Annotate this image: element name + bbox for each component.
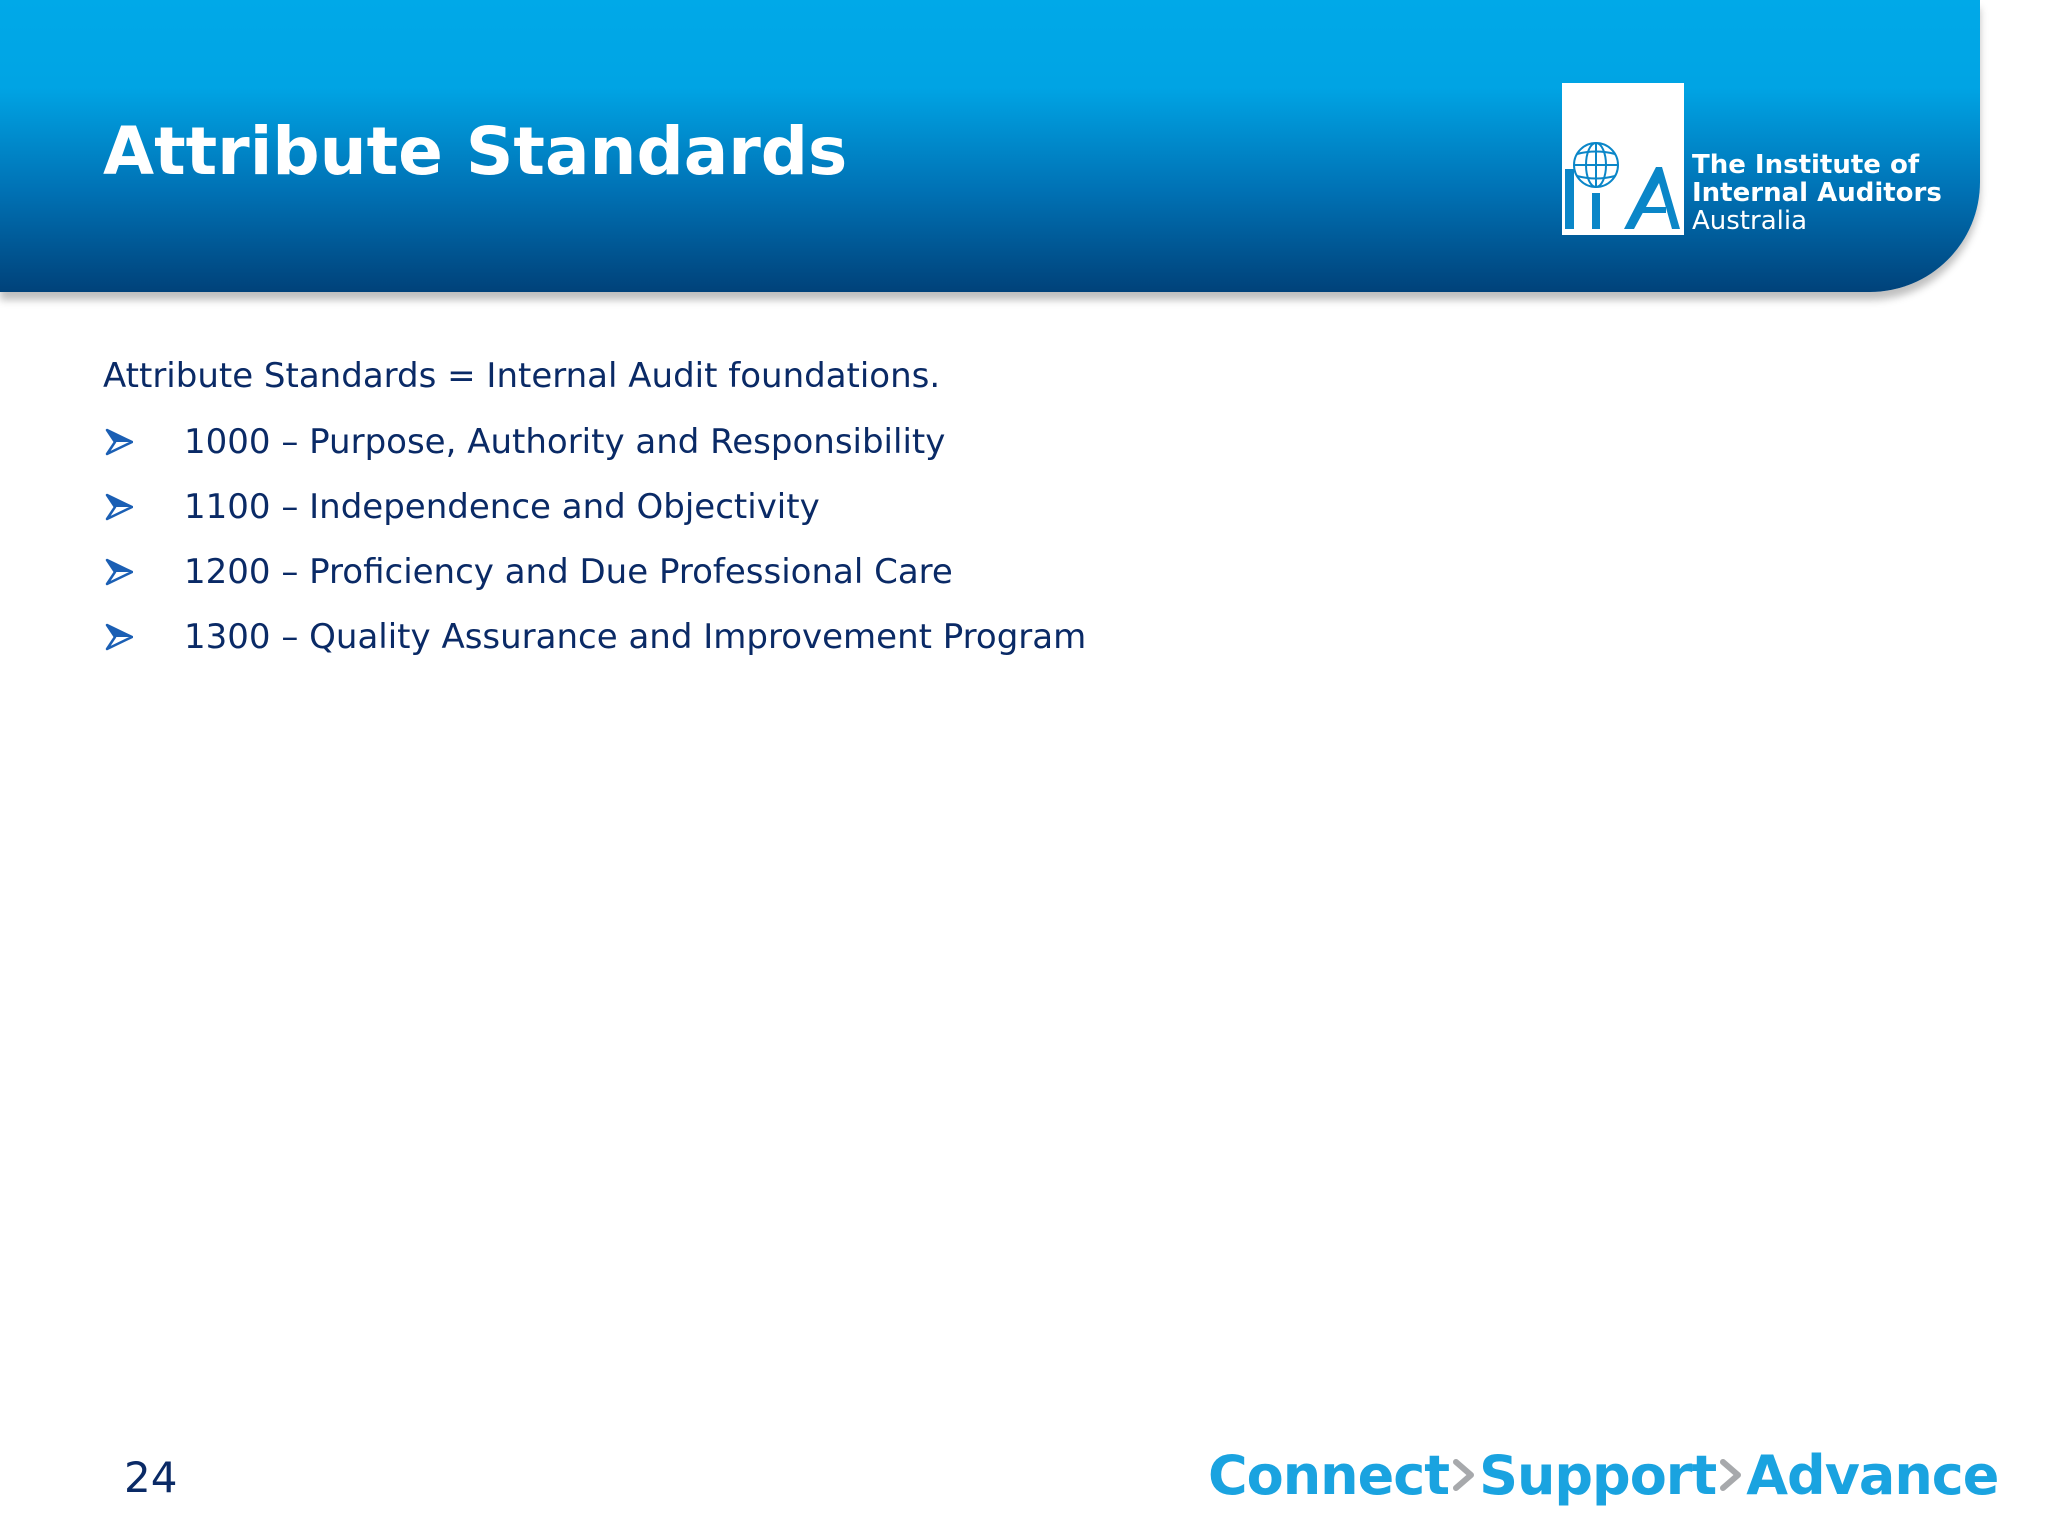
logo-line-1: The Institute of (1692, 150, 1920, 180)
logo-line-3: Australia (1692, 206, 1808, 236)
arrowhead-bullet-icon (105, 428, 133, 456)
bullet-text: 1300 – Quality Assurance and Improvement Program (184, 617, 1087, 657)
bullet-item (103, 548, 1803, 596)
iia-logo (1562, 83, 1942, 236)
bullet-list (103, 418, 1803, 661)
bullet-item (103, 483, 1803, 531)
slide-header (0, 0, 1980, 292)
chevron-right-icon (1453, 1458, 1475, 1492)
bullet-text: 1200 – Proficiency and Due Professional Care (184, 552, 953, 592)
bullet-item (103, 613, 1803, 661)
tagline-support: Support (1479, 1443, 1717, 1507)
tagline-advance: Advance (1746, 1443, 1999, 1507)
logo-text (1692, 151, 1942, 235)
tagline (1208, 1440, 1998, 1510)
intro-line: Attribute Standards = Internal Audit foundations. (103, 356, 941, 396)
bullet-item (103, 418, 1803, 466)
iia-globe-logo-icon (1562, 83, 1684, 235)
arrowhead-bullet-icon (105, 558, 133, 586)
arrowhead-bullet-icon (105, 493, 133, 521)
tagline-connect: Connect (1208, 1443, 1450, 1507)
bullet-text: 1100 – Independence and Objectivity (184, 487, 820, 527)
slide-body (103, 352, 1803, 678)
slide-title: Attribute Standards (103, 113, 848, 190)
logo-line-2: Internal Auditors (1692, 178, 1942, 208)
chevron-right-icon (1720, 1458, 1742, 1492)
bullet-text: 1000 – Purpose, Authority and Responsibility (184, 422, 946, 462)
page-number: 24 (124, 1453, 178, 1502)
arrowhead-bullet-icon (105, 623, 133, 651)
